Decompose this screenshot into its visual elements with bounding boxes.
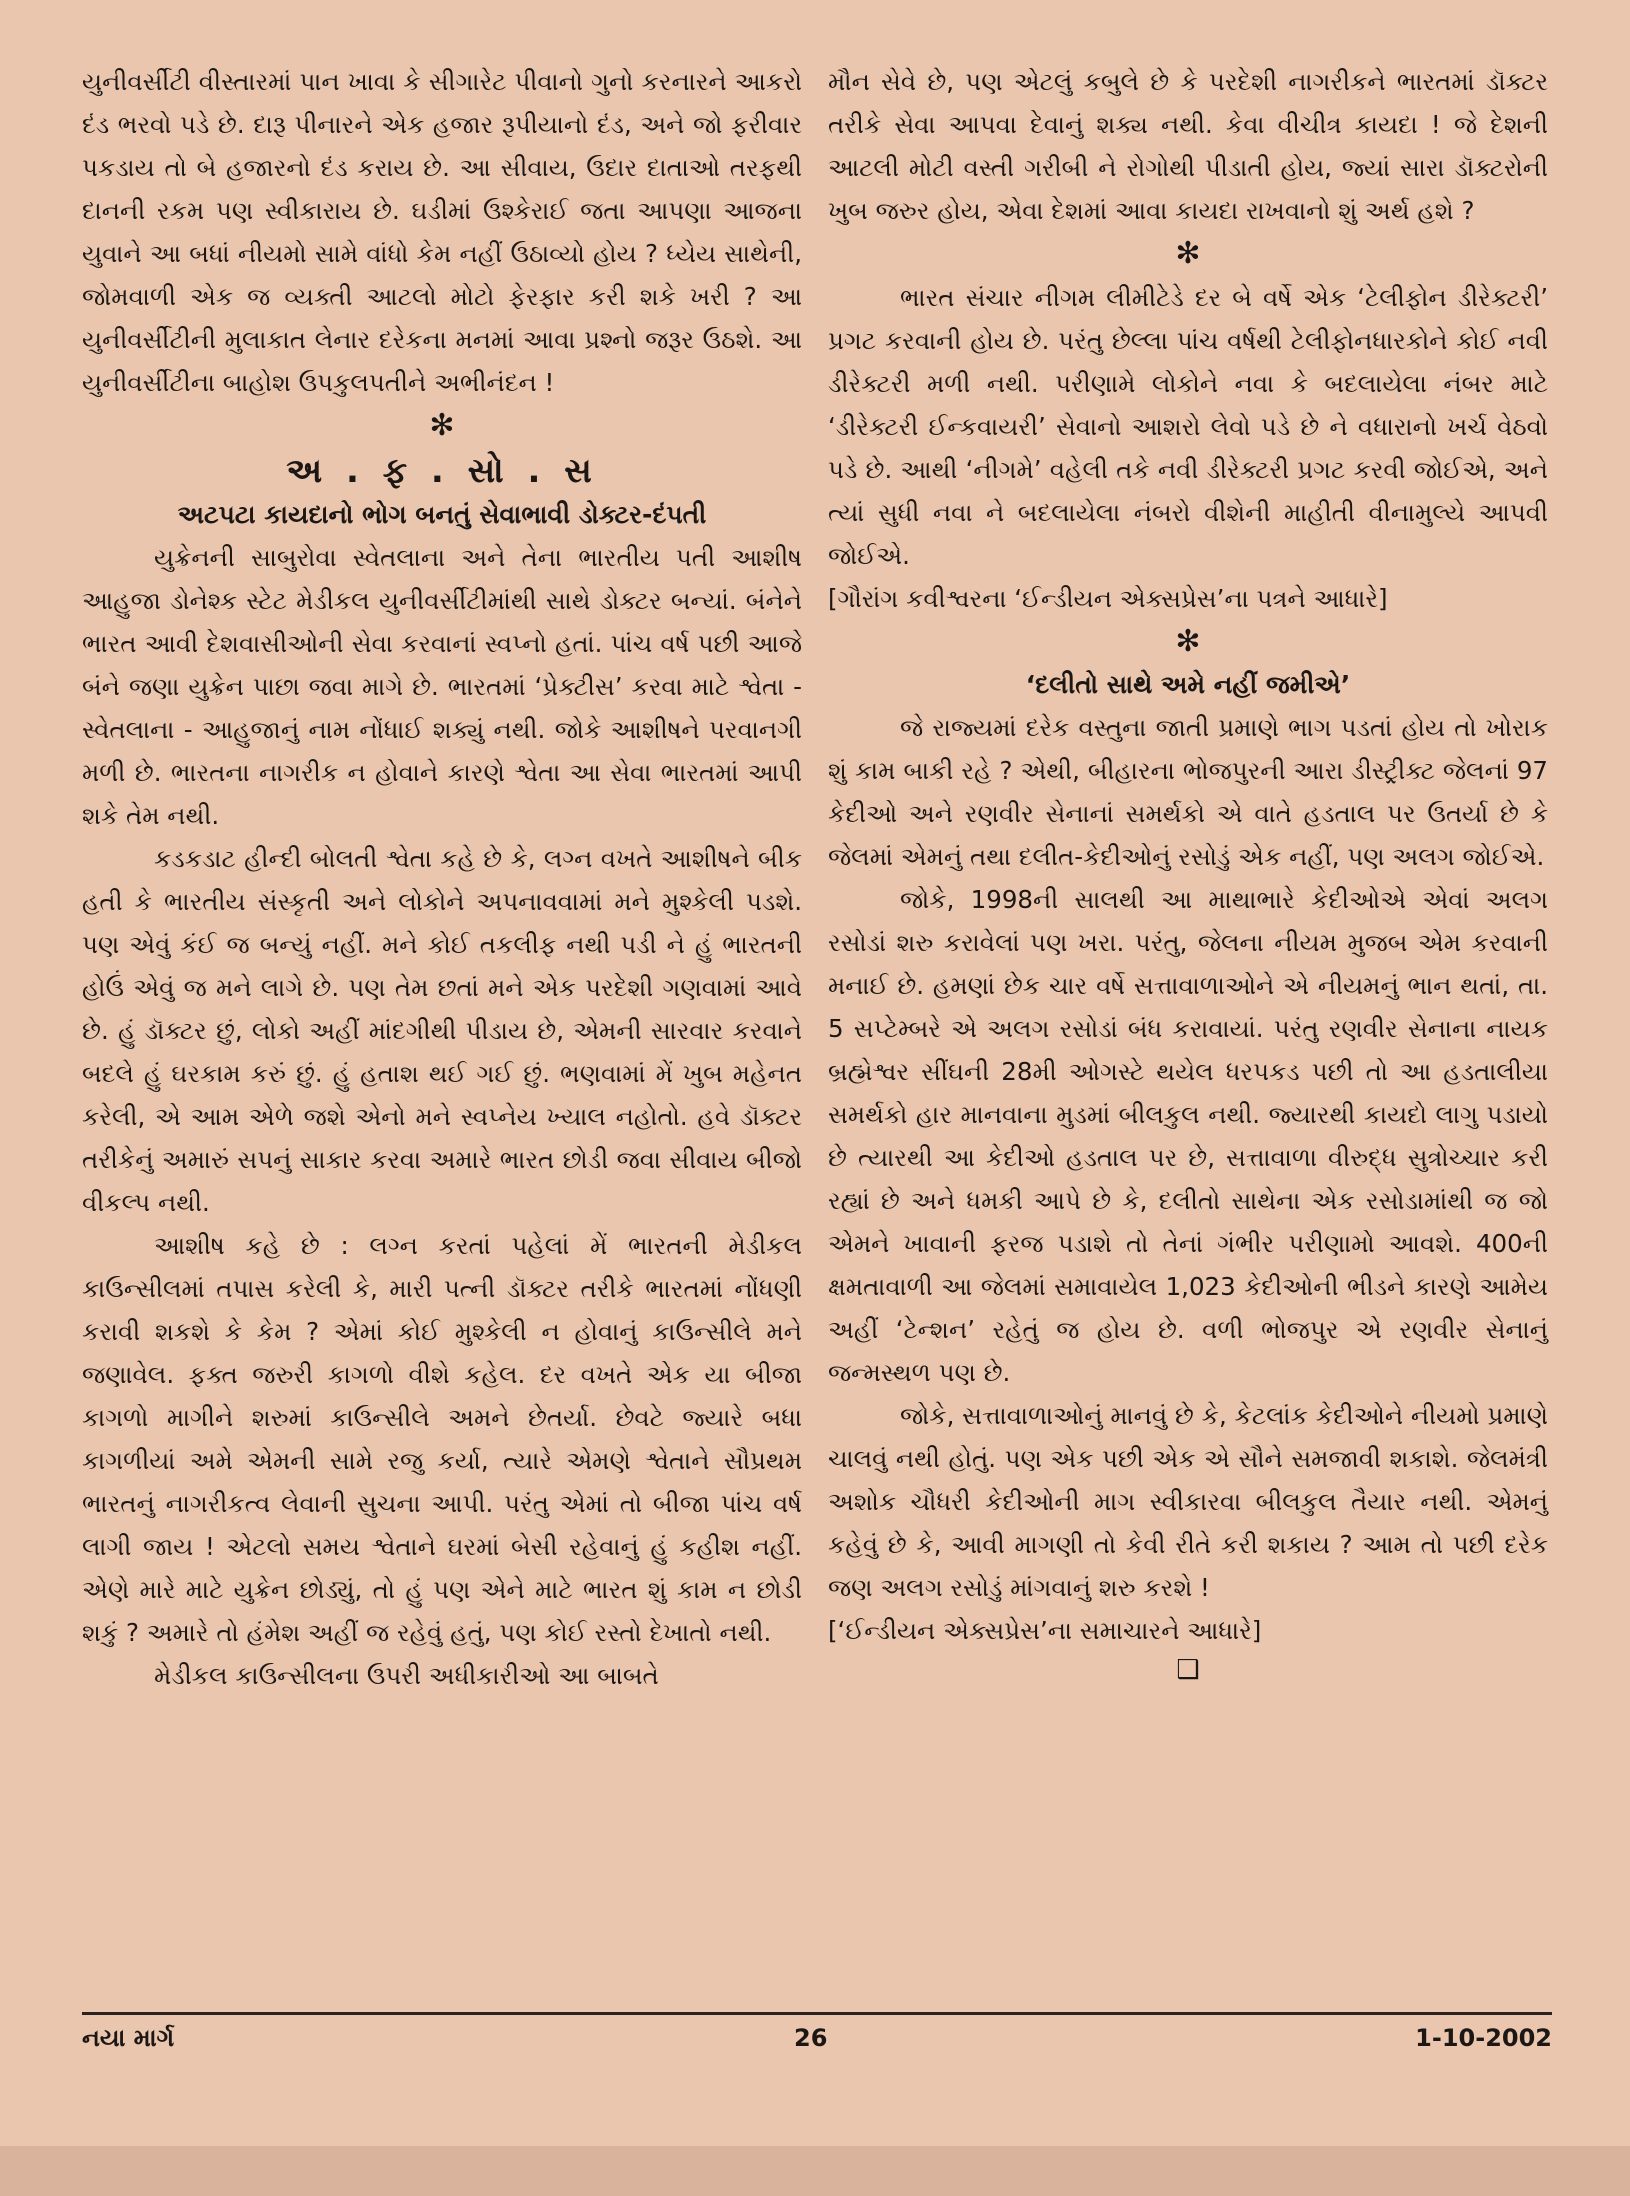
source-credit: [‘ઈન્ડીયન એક્સપ્રેસ’ના સમાચારને આધારે]: [828, 1616, 1262, 1645]
left-paragraph-2: યુક્રેનની સાબુરોવા સ્વેતલાના અને તેના ભારતીય પતી આશીષ આહુજા ડોનેશ્ક સ્ટેટ મેડીકલ યુનીવર્સીટીમાંથી સાથે ડોક્ટર બન્યાં. બંનેને ભારત આવી દેશવાસીઓની સેવા કરવાનાં સ્વપ્નો હતાં. પાંચ વર્ષ પછી આજે બંને જણા યુક્રેન પાછા જવા માગે છે. ભારતમાં ‘પ્રેક્ટીસ’ કરવા માટે શ્વેતા - સ્વેતલાના - આહુજાનું નામ નોંધાઈ શક્યું નથી. જોકે આશીષને પરવાનગી મળી છે. ભારતના નાગરીક ન હોવાને કારણે શ્વેતા આ સેવા ભારતમાં આપી શકે તેમ નથી.: [82, 543, 802, 830]
section-separator-star: ✻: [1175, 236, 1201, 271]
right-paragraph-3: જે રાજ્યમાં દરેક વસ્તુના જાતી પ્રમાણે ભાગ પડતાં હોય તો ખોરાક શું કામ બાકી રહે ? એથી, બીહારના ભોજપુરની આરા ડીસ્ટ્રીક્ટ જેલનાં 97 કેદીઓ અને રણવીર સેનાનાં સમર્થકો એ વાતે હડતાલ પર ઉતર્યા છે કે જેલમાં એમનું તથા દલીત-કેદીઓનું રસોડું એક નહીં, પણ અલગ જોઈએ.: [828, 713, 1548, 871]
right-paragraph-5: જોકે, સત્તાવાળાઓનું માનવું છે કે, કેટલાંક કેદીઓને નીયમો પ્રમાણે ચાલવું નથી હોતું. પણ એક પછી એક એ સૌને સમજાવી શકાશે. જેલમંત્રી અશોક ચૌધરી કેદીઓની માગ સ્વીકારવા બીલકુલ તૈયાર નથી. એમનું કહેવું છે કે, આવી માગણી તો કેવી રીતે કરી શકાય ? આમ તો પછી દરેક જણ અલગ રસોડું માંગવાનું શરુ કરશે !: [828, 1401, 1548, 1602]
left-paragraph-4: આશીષ કહે છે : લગ્ન કરતાં પહેલાં મેં ભારતની મેડીકલ કાઉન્સીલમાં તપાસ કરેલી કે, મારી પત્ની ડૉક્ટર તરીકે ભારતમાં નોંધણી કરાવી શકશે કે કેમ ? એમાં કોઈ મુશ્કેલી ન હોવાનું કાઉન્સીલે મને જણાવેલ. ફક્ત જરુરી કાગળો વીશે કહેલ. દર વખતે એક યા બીજા કાગળો માગીને શરુમાં કાઉન્સીલે અમને છેતર્યા. છેવટે જ્યારે બધા કાગળીયાં અમે એમની સામે રજુ કર્યા, ત્યારે એમણે શ્વેતાને સૌપ્રથમ ભારતનું નાગરીકત્વ લેવાની સુચના આપી. પરંતુ એમાં તો બીજા પાંચ વર્ષ લાગી જાય ! એટલો સમય શ્વેતાને ઘરમાં બેસી રહેવાનું હું કહીશ નહીં. એણે મારે માટે યુક્રેન છોડ્યું, તો હું પણ એને માટે ભારત શું કામ ન છોડી શકું ? અમારે તો હંમેશ અહીં જ રહેવું હતું, પણ કોઈ રસ્તો દેખાતો નથી.: [82, 1231, 802, 1647]
left-paragraph-5: મેડીકલ કાઉન્સીલના ઉપરી અધીકારીઓ આ બાબતે: [154, 1661, 659, 1690]
left-paragraph-1: યુનીવર્સીટી વીસ્તારમાં પાન ખાવા કે સીગારેટ પીવાનો ગુનો કરનારને આકરો દંડ ભરવો પડે છે. દારૂ પીનારને એક હજાર રૂપીયાનો દંડ, અને જો ફરીવાર પકડાય તો બે હજારનો દંડ કરાય છે. આ સીવાય, ઉદાર દાતાઓ તરફથી દાનની રકમ પણ સ્વીકારાય છે. ઘડીમાં ઉશ્કેરાઈ જતા આપણા આજના યુવાને આ બધાં નીયમો સામે વાંધો કેમ નહીં ઉઠાવ્યો હોય ? ધ્યેય સાથેની, જોમવાળી એક જ વ્યક્તી આટલો મોટો ફેરફાર કરી શકે ખરી ? આ યુનીવર્સીટીની મુલાકાત લેનાર દરેકના મનમાં આવા પ્રશ્નો જરૂર ઉઠશે. આ યુનીવર્સીટીના બાહોશ ઉપકુલપતીને અભીનંદન !: [82, 67, 802, 397]
right-paragraph-1: મૌન સેવે છે, પણ એટલું કબુલે છે કે પરદેશી નાગરીકને ભારતમાં ડૉક્ટર તરીકે સેવા આપવા દેવાનું શક્ય નથી. કેવા વીચીત્ર કાયદા ! જે દેશની આટલી મોટી વસ્તી ગરીબી ને રોગોથી પીડાતી હોય, જ્યાં સારા ડૉક્ટરોની ખુબ જરુર હોય, એવા દેશમાં આવા કાયદા રાખવાનો શું અર્થ હશે ?: [828, 67, 1548, 225]
page-number: 26: [794, 2024, 828, 2052]
right-column: [828, 60, 1548, 1688]
page-footer: [82, 2024, 1552, 2064]
magazine-name: નયા માર્ગ: [82, 2024, 175, 2052]
section-separator-star: ✻: [1175, 624, 1201, 659]
section-heading: અ . ફ . સો . સ: [286, 451, 598, 491]
left-paragraph-3: કડકડાટ હીન્દી બોલતી શ્વેતા કહે છે કે, લગ્ન વખતે આશીષને બીક હતી કે ભારતીય સંસ્કૃતી અને લોકોને અપનાવવામાં મને મુશ્કેલી પડશે. પણ એવું કંઈ જ બન્યું નહીં. મને કોઈ તકલીફ નથી પડી ને હું ભારતની હોઉં એવું જ મને લાગે છે. પણ તેમ છતાં મને એક પરદેશી ગણવામાં આવે છે. હું ડૉક્ટર છું, લોકો અહીં માંદગીથી પીડાય છે, એમની સારવાર કરવાને બદલે હું ઘરકામ કરું છું. હું હતાશ થઈ ગઈ છું. ભણવામાં મેં ખુબ મહેનત કરેલી, એ આમ એળે જશે એનો મને સ્વપ્નેય ખ્યાલ નહોતો. હવે ડૉક્ટર તરીકેનું અમારું સપનું સાકાર કરવા અમારે ભારત છોડી જવા સીવાય બીજો વીકલ્પ નથી.: [82, 844, 802, 1217]
right-paragraph-4: જોકે, 1998ની સાલથી આ માથાભારે કેદીઓએ એવાં અલગ રસોડાં શરુ કરાવેલાં પણ ખરા. પરંતુ, જેલના નીયમ મુજબ એમ કરવાની મનાઈ છે. હમણાં છેક ચાર વર્ષે સત્તાવાળાઓને એ નીયમનું ભાન થતાં, તા. 5 સપ્ટેમ્બરે એ અલગ રસોડાં બંધ કરાવાયાં. પરંતુ રણવીર સેનાના નાયક બ્રહ્મેશ્વર સીંઘની 28મી ઓગસ્ટે થયેલ ધરપકડ પછી તો આ હડતાલીયા સમર્થકો હાર માનવાના મુડમાં બીલકુલ નથી. જ્યારથી કાયદો લાગુ પડાયો છે ત્યારથી આ કેદીઓ હડતાલ પર છે, સત્તાવાળા વીરુદ્ધ સુત્રોચ્ચાર કરી રહ્યાં છે અને ધમકી આપે છે કે, દલીતો સાથેના એક રસોડામાંથી જ જો એમને ખાવાની ફરજ પડાશે તો તેનાં ગંભીર પરીણામો આવશે. 400ની ક્ષમતાવાળી આ જેલમાં સમાવાયેલ 1,023 કેદીઓની ભીડને કારણે આમેય અહીં ‘ટેન્શન’ રહેતું જ હોય છે. વળી ભોજપુર એ રણવીર સેનાનું જન્મસ્થળ પણ છે.: [828, 885, 1548, 1387]
section-separator-star: ✻: [429, 408, 455, 443]
right-paragraph-2: ભારત સંચાર નીગમ લીમીટેડે દર બે વર્ષે એક ‘ટેલીફોન ડીરેક્ટરી’ પ્રગટ કરવાની હોય છે. પરંતુ છેલ્લા પાંચ વર્ષથી ટેલીફોનધારકોને કોઈ નવી ડીરેક્ટરી મળી નથી. પરીણામે લોકોને નવા કે બદલાયેલા નંબર માટે ‘ડીરેક્ટરી ઈન્કવાયરી’ સેવાનો આશરો લેવો પડે છે ને વધારાનો ખર્ચ વેઠવો પડે છે. આથી ‘નીગમે’ વહેલી તકે નવી ડીરેક્ટરી પ્રગટ કરવી જોઈએ, અને ત્યાં સુધી નવા ને બદલાયેલા નંબરો વીશેની માહીતી વીનામુલ્યે આપવી જોઈએ.: [828, 283, 1548, 570]
footer-rule: [82, 2012, 1552, 2015]
article-subheading: અટપટા કાયદાનો ભોગ બનતું સેવાભાવી ડોક્ટર-દંપતી: [177, 500, 707, 529]
issue-date: 1-10-2002: [1415, 2024, 1552, 2052]
source-credit: [ગૌરાંગ કવીશ્વરના ‘ઈન્ડીયન એક્સપ્રેસ’ના પત્રને આધારે]: [828, 584, 1388, 613]
article-subheading: ‘દલીતો સાથે અમે નહીં જમીએ’: [1025, 670, 1351, 699]
scan-bottom-band: [0, 2146, 1630, 2196]
left-column: [82, 60, 802, 1697]
end-of-article-mark: ❑: [1176, 1655, 1200, 1685]
